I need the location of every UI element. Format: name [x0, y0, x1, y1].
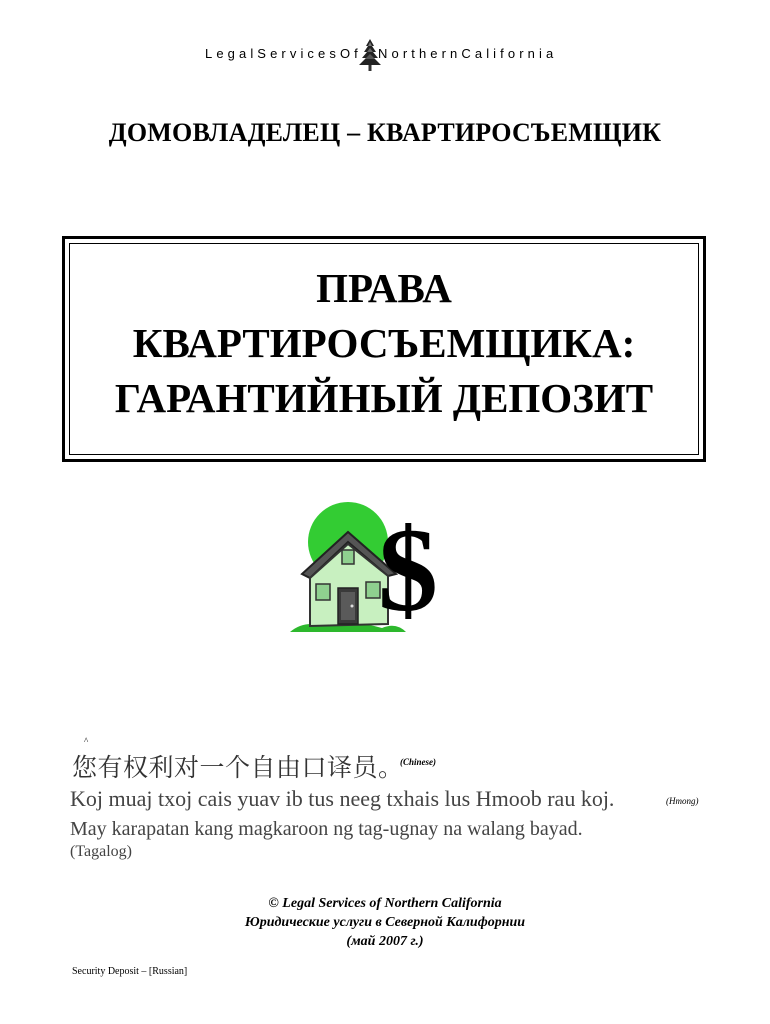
- russian-org-name: Юридические услуги в Северной Калифорнии: [244, 915, 526, 930]
- hmong-language-tag: (Hmong): [666, 796, 699, 806]
- copyright-block: [0, 894, 770, 951]
- chinese-language-tag: (Chinese): [400, 757, 436, 767]
- small-mark: ^: [84, 736, 89, 746]
- title-line-3: ГАРАНТИЙНЫЙ ДЕПОЗИТ: [114, 375, 654, 421]
- org-name-left: LegalServicesOf: [205, 46, 362, 61]
- copyright-line: © Legal Services of Northern California: [268, 896, 502, 911]
- title-line-1: ПРАВА: [316, 265, 452, 311]
- tagalog-interpreter-notice: May karapatan kang magkaroon ng tag-ugnay na walang bayad.: [70, 818, 583, 840]
- publication-date: (май 2007 г.): [346, 934, 424, 949]
- page-footer: Security Deposit – [Russian]: [72, 966, 188, 977]
- house-dollar-icon: [284, 492, 444, 642]
- title-line-2: КВАРТИРОСЪЕМЩИКА:: [132, 320, 636, 366]
- org-header: [0, 38, 770, 74]
- tagalog-language-tag: (Tagalog): [70, 843, 132, 860]
- svg-text:$: $: [378, 503, 438, 636]
- title-box-heading: [65, 261, 703, 426]
- title-box: [62, 236, 706, 462]
- org-name-right: NorthernCalifornia: [378, 46, 558, 61]
- document-title: ДОМОВЛАДЕЛЕЦ – КВАРТИРОСЪЕМЩИК: [108, 118, 662, 147]
- chinese-interpreter-notice: 您有权利对一个自由口译员。: [72, 755, 404, 782]
- hmong-interpreter-notice: Koj muaj txoj cais yuav ib tus neeg txhais lus Hmoob rau koj.: [70, 786, 615, 811]
